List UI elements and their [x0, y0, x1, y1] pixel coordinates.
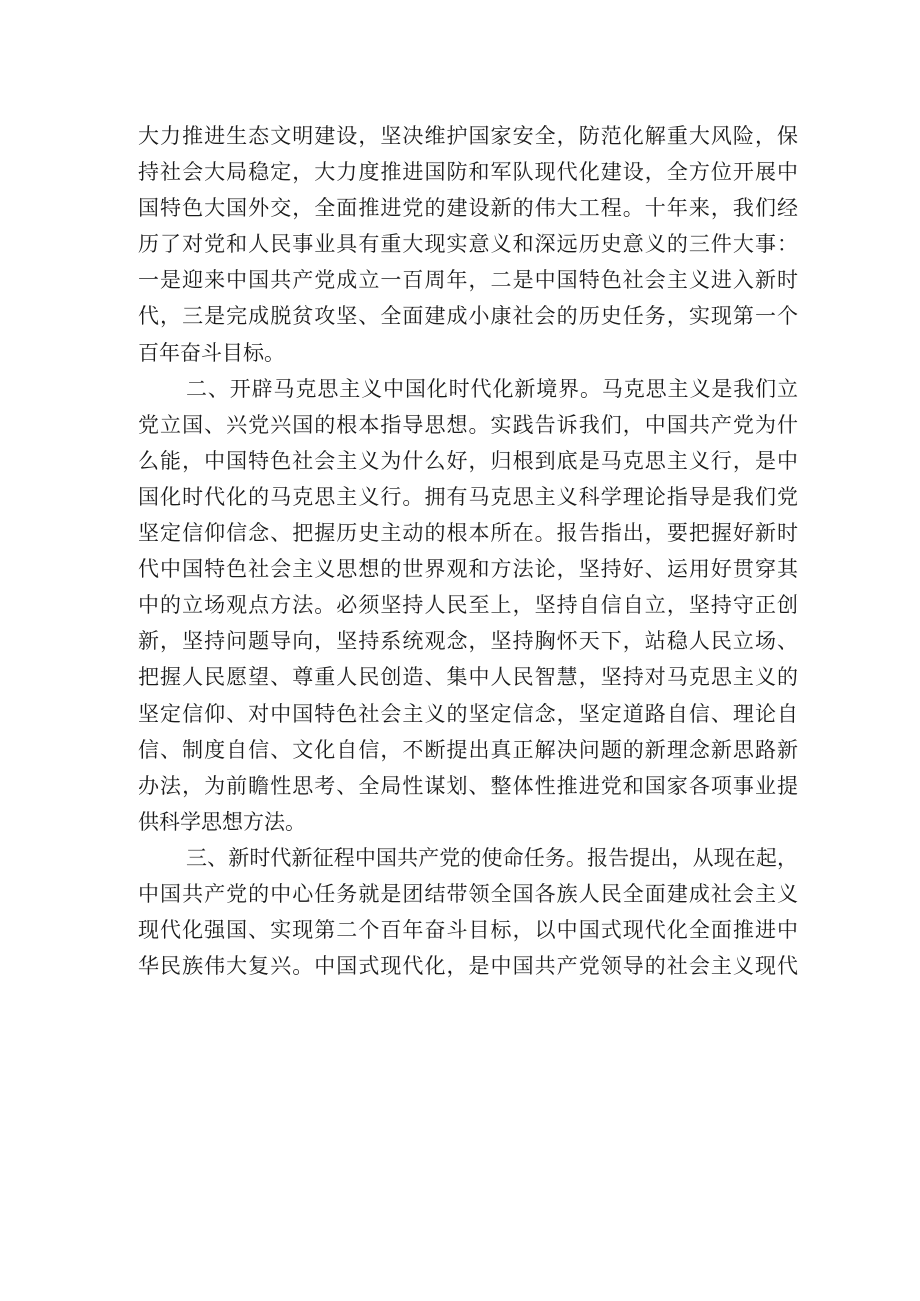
- text-line: 党立国、兴党兴国的根本指导思想。实践告诉我们，中国共产党为什: [138, 412, 798, 437]
- text-line: 大力推进生态文明建设，坚决维护国家安全，防范化解重大风险，保: [138, 124, 798, 148]
- text-line: 国特色大国外交，全面推进党的建设新的伟大工程。十年来，我们经: [138, 196, 798, 221]
- text-line: 坚定信仰信念、把握历史主动的根本所在。报告指出，要把握好新时: [138, 521, 798, 546]
- text-line: 持社会大局稳定，大力度推进国防和军队现代化建设，全方位开展中: [138, 160, 798, 185]
- text-line: 历了对党和人民事业具有重大现实意义和深远历史意义的三件大事：: [138, 232, 798, 257]
- paragraph-1: [138, 118, 798, 371]
- text-line: 坚定信仰、对中国特色社会主义的坚定信念，坚定道路自信、理论自: [138, 701, 798, 726]
- text-line: 现代化强国、实现第二个百年奋斗目标，以中国式现代化全面推进中: [138, 918, 798, 943]
- text-line: 信、制度自信、文化自信，不断提出真正解决问题的新理念新思路新: [138, 737, 798, 762]
- text-line: 中国共产党的中心任务就是团结带领全国各族人民全面建成社会主义: [138, 881, 798, 906]
- text-line: 么能，中国特色社会主义为什么好，归根到底是马克思主义行，是中: [138, 448, 798, 473]
- text-line: 把握人民愿望、尊重人民创造、集中人民智慧，坚持对马克思主义的: [138, 665, 798, 690]
- text-line: 国化时代化的马克思主义行。拥有马克思主义科学理论指导是我们党: [138, 484, 798, 509]
- text-line: 华民族伟大复兴。中国式现代化，是中国共产党领导的社会主义现代: [138, 954, 798, 979]
- text-line: 百年奋斗目标。: [138, 340, 285, 365]
- paragraph-2: [138, 371, 798, 840]
- text-line: 中的立场观点方法。必须坚持人民至上，坚持自信自立，坚持守正创: [138, 593, 798, 618]
- paragraph-3: [138, 840, 798, 984]
- text-line: 三、新时代新征程中国共产党的使命任务。报告提出，从现在起，: [186, 845, 798, 870]
- text-line: 供科学思想方法。: [138, 809, 306, 834]
- text-line: 办法，为前瞻性思考、全局性谋划、整体性推进党和国家各项事业提: [138, 773, 798, 798]
- text-line: 代，三是完成脱贫攻坚、全面建成小康社会的历史任务，实现第一个: [138, 304, 798, 329]
- text-line: 代中国特色社会主义思想的世界观和方法论，坚持好、运用好贯穿其: [138, 557, 798, 582]
- document-body: [138, 118, 798, 984]
- text-line: 二、开辟马克思主义中国化时代化新境界。马克思主义是我们立: [186, 376, 798, 401]
- text-line: 新，坚持问题导向，坚持系统观念，坚持胸怀天下，站稳人民立场、: [138, 629, 798, 654]
- text-line: 一是迎来中国共产党成立一百周年，二是中国特色社会主义进入新时: [138, 268, 798, 293]
